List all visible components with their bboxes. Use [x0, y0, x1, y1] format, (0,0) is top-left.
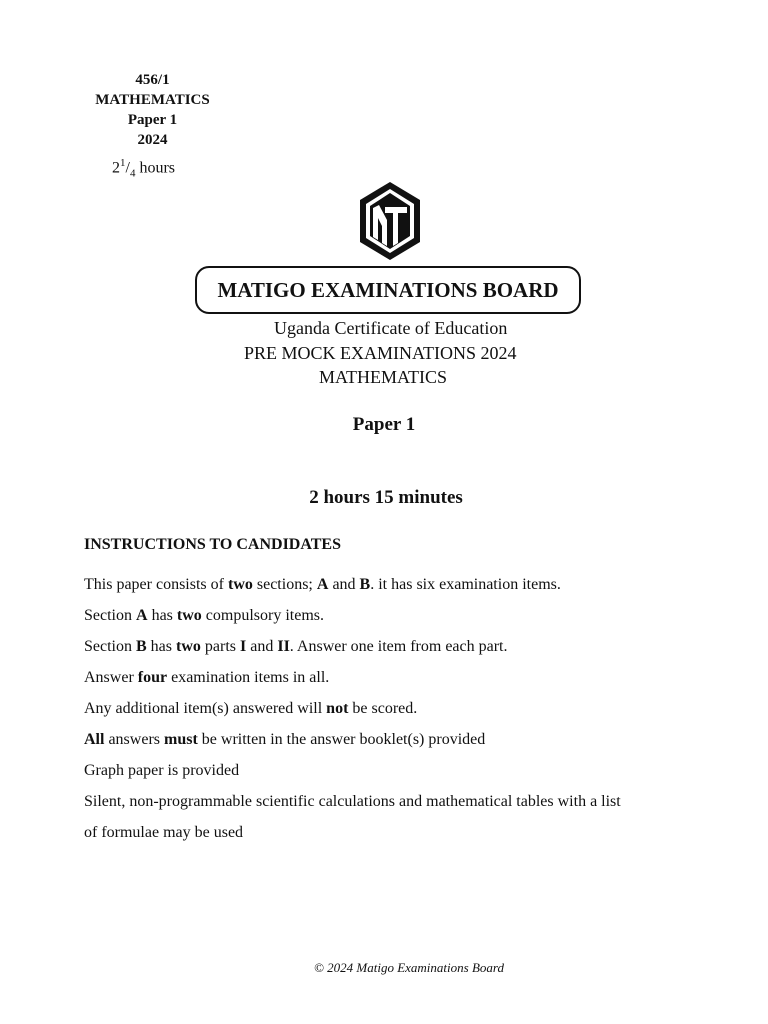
paper-details	[90, 70, 215, 187]
exam-line: PRE MOCK EXAMINATIONS 2024	[244, 343, 517, 363]
mt-hexagon-logo-icon	[356, 180, 424, 262]
duration-unit: hours	[139, 159, 175, 177]
subject-line: MATHEMATICS	[319, 367, 448, 387]
instruction-item: Section A has two compulsory items.	[84, 607, 324, 624]
instruction-item: Silent, non-programmable scientific calculations and mathematical tables with a list	[84, 793, 621, 810]
board-name: MATIGO EXAMINATIONS BOARD	[217, 277, 559, 302]
paper-year: 2024	[137, 132, 168, 148]
instruction-item: of formulae may be used	[84, 824, 244, 841]
instructions-heading: INSTRUCTIONS TO CANDIDATES	[84, 536, 341, 553]
duration-whole: 2	[111, 159, 120, 177]
paper-title: Paper 1	[352, 414, 416, 435]
board-name-box	[195, 266, 581, 314]
instruction-item: Graph paper is provided	[84, 762, 240, 779]
instruction-item: Any additional item(s) answered will not be scored.	[84, 700, 418, 717]
instruction-item: This paper consists of two sections; A and B. it has six examination items.	[84, 576, 561, 593]
duration-denominator: 4	[129, 167, 136, 180]
paper-subject: MATHEMATICS	[95, 92, 210, 108]
certificate-line: Uganda Certificate of Education	[274, 318, 508, 338]
instruction-item: All answers must be written in the answer booklet(s) provided	[84, 731, 486, 748]
paper-number: Paper 1	[127, 112, 178, 128]
copyright-footer: © 2024 Matigo Examinations Board	[314, 960, 504, 975]
instruction-item: Answer four examination items in all.	[84, 669, 330, 686]
instructions-list	[84, 572, 704, 851]
instruction-item: Section B has two parts I and II. Answer one item from each part.	[84, 638, 508, 655]
duration-numerator: 1	[119, 157, 126, 169]
paper-duration: $2^1/_4$ hours	[111, 157, 175, 180]
paper-code: 456/1	[135, 72, 170, 88]
time-allowed: 2 hours 15 minutes	[309, 487, 463, 508]
